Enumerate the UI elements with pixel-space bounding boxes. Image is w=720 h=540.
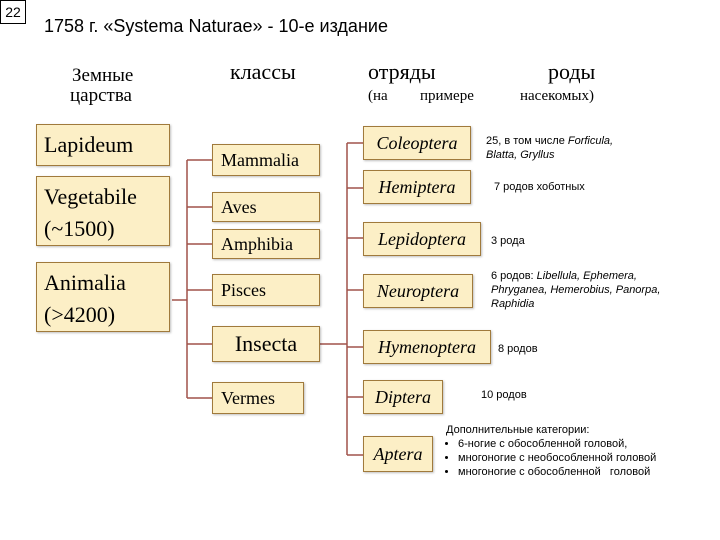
genera-note-neuroptera xyxy=(491,269,660,311)
order-box xyxy=(363,380,443,414)
order-label: Aptera xyxy=(373,443,423,464)
note-genus-italic: Forficula, xyxy=(567,135,614,147)
header-orders-sub-a: (на xyxy=(368,88,388,104)
slide-number: 22 xyxy=(0,0,26,24)
kingdom-box xyxy=(36,124,170,166)
extra-categories xyxy=(446,423,656,479)
extra-item: • многоногие с необособленной головой xyxy=(458,451,656,465)
genera-note-coleoptera xyxy=(486,134,613,162)
kingdom-label: Vegetabile xyxy=(44,184,137,209)
genera-note-lepidoptera: 3 рода xyxy=(491,235,525,247)
header-kingdoms-2: царства xyxy=(70,85,132,106)
note-genus-italic: Blatta, Gryllus xyxy=(486,149,555,161)
note-genus-italic: Phryganea, Hemerobius, Panorpa, xyxy=(491,284,661,296)
class-box-insecta xyxy=(212,326,320,362)
class-label: Insecta xyxy=(234,331,298,356)
class-box xyxy=(212,229,320,259)
class-label: Amphibia xyxy=(221,233,293,254)
class-box xyxy=(212,144,320,176)
header-orders-sub-b: примере xyxy=(420,88,474,104)
order-label: Hemiptera xyxy=(378,176,456,197)
extra-heading: Дополнительные категории: xyxy=(446,424,590,436)
order-box xyxy=(363,126,471,160)
kingdom-box xyxy=(36,176,170,246)
header-genera-sub: насекомых) xyxy=(520,88,594,104)
genera-note-hymenoptera: 8 родов xyxy=(498,343,538,355)
order-label: Neuroptera xyxy=(376,280,460,301)
note-text: 6 родов: xyxy=(491,270,534,282)
order-box xyxy=(363,436,433,472)
order-box xyxy=(363,330,491,364)
order-box xyxy=(363,170,471,204)
class-label: Aves xyxy=(221,196,257,217)
header-genera: роды xyxy=(548,59,596,84)
class-box xyxy=(212,274,320,306)
class-label: Pisces xyxy=(221,279,266,300)
class-label: Mammalia xyxy=(221,149,299,170)
genera-note-hemiptera: 7 родов хоботных xyxy=(494,181,585,193)
extra-item: • многоногие с обособленной головой xyxy=(458,465,656,479)
class-label: Vermes xyxy=(221,387,275,408)
genera-note-diptera: 10 родов xyxy=(481,389,527,401)
kingdom-label: Animalia xyxy=(44,270,126,295)
note-text: 25, в том числе xyxy=(486,135,565,147)
note-genus-italic: Libellula, Ephemera, xyxy=(536,270,637,282)
order-label: Lepidoptera xyxy=(378,228,466,249)
order-box xyxy=(363,274,473,308)
order-label: Coleoptera xyxy=(376,132,458,153)
order-label: Hymenoptera xyxy=(378,336,476,357)
extra-list xyxy=(446,437,656,479)
class-box xyxy=(212,192,320,222)
kingdom-count: (>4200) xyxy=(44,302,116,327)
kingdom-box xyxy=(36,262,170,332)
note-genus-italic: Raphidia xyxy=(491,298,535,310)
header-kingdoms-1: Земные xyxy=(72,65,134,86)
header-orders: отряды xyxy=(368,59,436,84)
order-label: Diptera xyxy=(375,386,431,407)
order-box xyxy=(363,222,481,256)
header-classes: классы xyxy=(230,59,296,84)
extra-item: • 6-ногие с обособленной головой, xyxy=(458,437,656,451)
kingdom-count: (~1500) xyxy=(44,216,115,241)
slide-title: 1758 г. «Systema Naturae» - 10-е издание xyxy=(44,16,388,36)
kingdom-label: Lapideum xyxy=(44,132,134,157)
class-box xyxy=(212,382,304,414)
